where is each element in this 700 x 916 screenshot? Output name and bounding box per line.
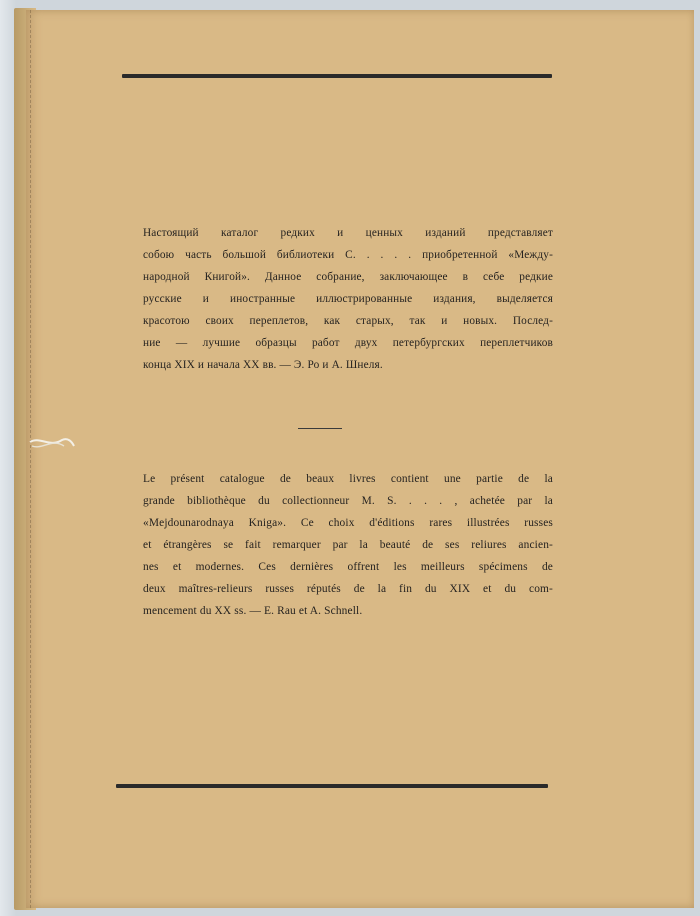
russian-line: ние — лучшие образцы работ двух петербургских переплетчиков	[143, 337, 553, 349]
catalogue-page	[26, 10, 694, 908]
russian-paragraph	[143, 222, 553, 376]
russian-line: конца XIX и начала XX вв. — Э. Ро и А. Шнеля.	[143, 359, 383, 371]
french-paragraph	[143, 468, 553, 622]
french-line: et étrangères se fait remarquer par la beauté de ses reliures ancien-	[143, 539, 553, 551]
russian-line: собою часть большой библиотеки С. . . . . приобретенной «Между-	[143, 249, 553, 261]
russian-line: красотою своих переплетов, как старых, так и новых. Послед-	[143, 315, 553, 327]
section-divider	[298, 428, 342, 429]
french-line: Le présent catalogue de beaux livres contient une partie de la	[143, 473, 553, 485]
french-line: nes et modernes. Ces dernières offrent les meilleurs spécimens de	[143, 561, 553, 573]
top-rule	[122, 74, 552, 78]
french-line: «Mejdounarodnaya Kniga». Ce choix d'éditions rares illustrées russes	[143, 517, 553, 529]
french-line: grande bibliothèque du collectionneur M. S. . . . , achetée par la	[143, 495, 553, 507]
french-line: mencement du XX ss. — E. Rau et A. Schnell.	[143, 605, 363, 617]
binding-thread-icon	[28, 432, 76, 454]
french-line: deux maîtres-relieurs russes réputés de la fin du XIX et du com-	[143, 583, 553, 595]
russian-line: народной Книгой». Данное собрание, заключающее в себе редкие	[143, 271, 553, 283]
russian-line: Настоящий каталог редких и ценных изданий представляет	[143, 227, 553, 239]
bottom-rule	[116, 784, 548, 788]
russian-line: русские и иностранные иллюстрированные издания, выделяется	[143, 293, 553, 305]
stitch-line	[30, 10, 35, 908]
